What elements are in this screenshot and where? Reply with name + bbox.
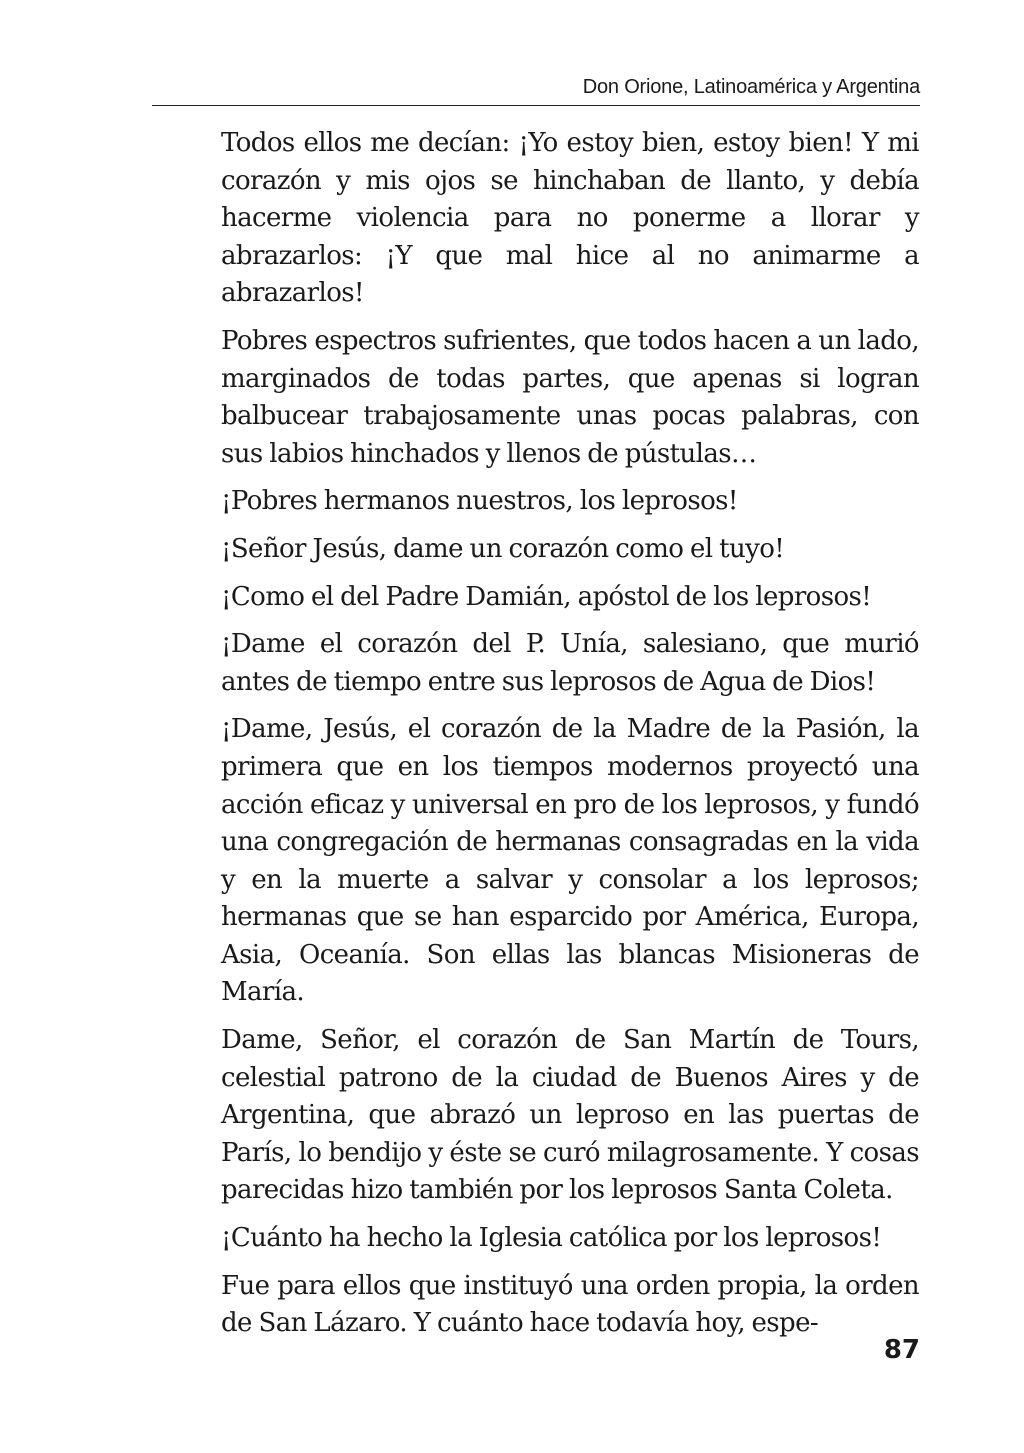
paragraph: ¡Cuánto ha hecho la Iglesia católica por los leprosos!: [221, 1223, 882, 1254]
page-body: [221, 125, 919, 1353]
running-title: Don Orione, Latinoamérica y Argentina: [582, 76, 920, 98]
paragraph: Dame, Señor, el corazón de San Martín de Tours, celestial patrono de la ciudad de Buenos Aires y de Argentina, que abrazó un leproso en las puertas de París, lo bendijo y éste se curó milagrosamente. Y cosas parecidas hizo también por los leprosos Santa Coleta.: [221, 1025, 919, 1206]
paragraph: ¡Como el del Padre Damián, apóstol de los leprosos!: [221, 581, 872, 612]
paragraph: ¡Pobres hermanos nuestros, los leprosos!: [221, 486, 738, 517]
paragraph: ¡Dame el corazón del P. Unía, salesiano, que murió antes de tiempo entre sus leprosos de Agua de Dios!: [221, 629, 919, 697]
paragraph: ¡Señor Jesús, dame un corazón como el tuyo!: [221, 533, 785, 564]
paragraph: Pobres espectros sufrientes, que todos hacen a un lado, marginados de todas partes, que apenas si logran balbucear trabajosamente unas pocas palabras, con sus labios hinchados y llenos de pústulas…: [221, 325, 919, 469]
paragraph: Todos ellos me decían: ¡Yo estoy bien, estoy bien! Y mi corazón y mis ojos se hinchaban de llanto, y debía hacerme violencia para no ponerme a llorar y abrazarlos: ¡Y que mal hice al no animarme a abrazarlos!: [221, 128, 919, 309]
page-number: 87: [883, 1335, 920, 1365]
running-header: [152, 66, 920, 106]
paragraph: ¡Dame, Jesús, el corazón de la Madre de la Pasión, la primera que en los tiempos modernos proyectó una acción eficaz y universal en pro de los leprosos, y fundó una congregación de hermanas consagradas en la vida y en la muerte a salvar y consolar a los leprosos; hermanas que se han esparcido por América, Europa, Asia, Oceanía. Son ellas las blancas Misioneras de María.: [221, 714, 919, 1008]
paragraph: Fue para ellos que instituyó una orden propia, la orden de San Lázaro. Y cuánto hace todavía hoy, espe-: [221, 1270, 919, 1339]
